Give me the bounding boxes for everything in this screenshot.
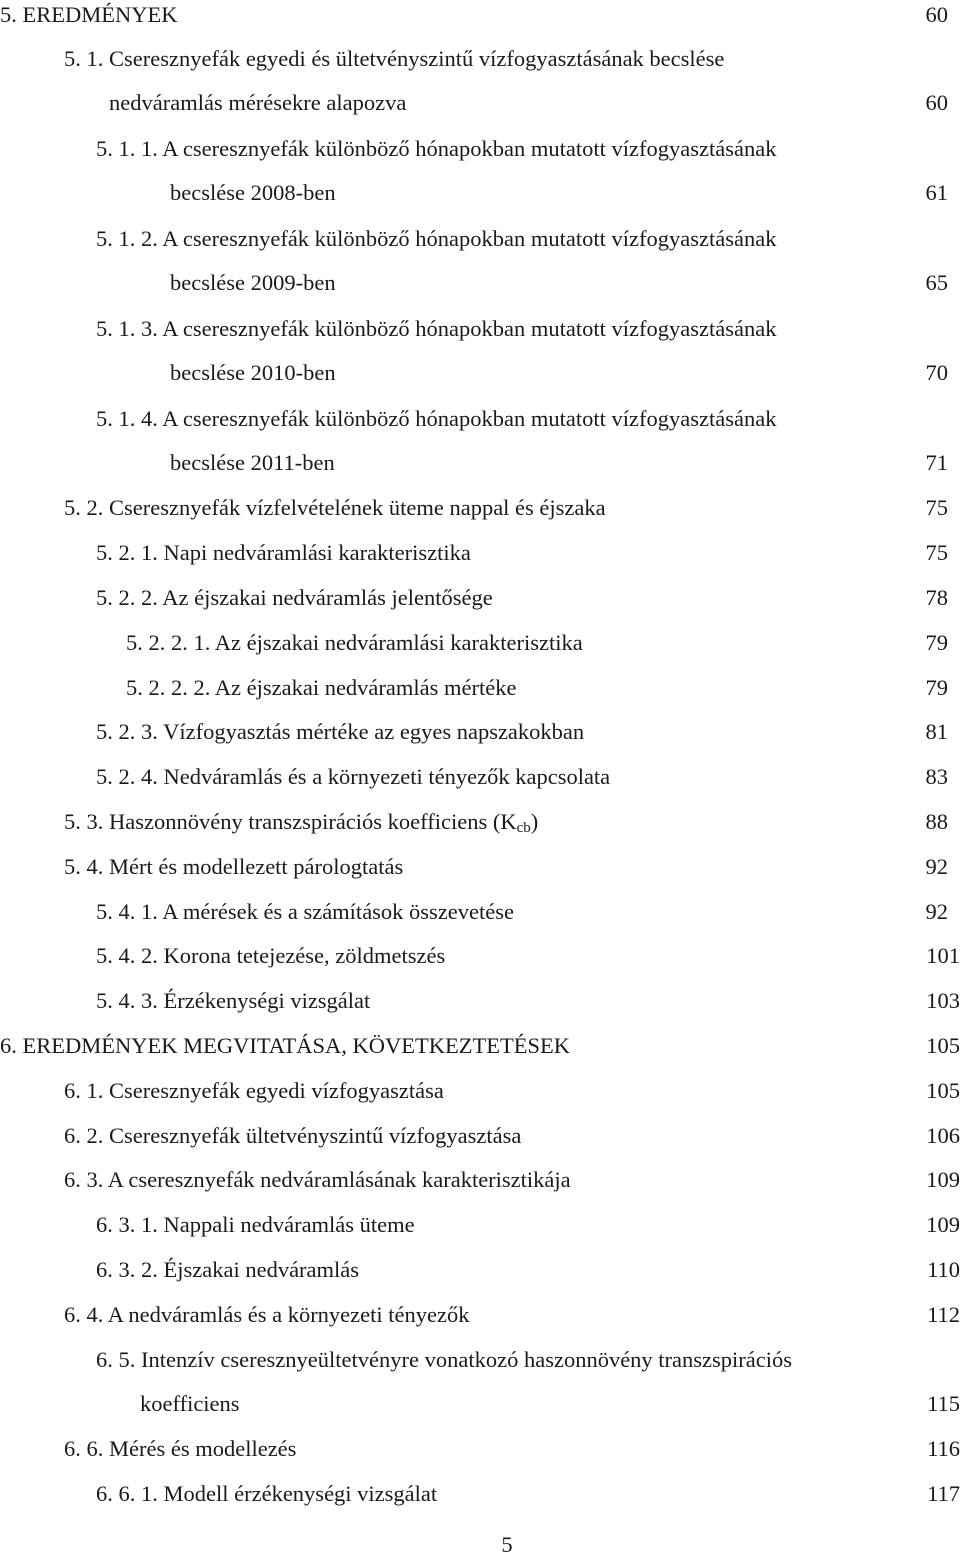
toc-entry-page: 110 <box>927 1257 960 1282</box>
toc-entry-title: 6. 6. 1. Modell érzékenységi vizsgálat <box>96 1481 438 1506</box>
toc-entry-title-continuation: becslése 2008-ben <box>170 180 336 205</box>
toc-entry-page: 117 <box>927 1481 960 1506</box>
toc-entry-page: 70 <box>925 360 948 385</box>
toc-entry <box>96 314 948 385</box>
toc-entry <box>64 807 948 837</box>
toc-entry <box>96 538 948 568</box>
toc-entry <box>96 1255 960 1285</box>
toc-entry-page: 109 <box>926 1167 960 1192</box>
toc-entry <box>96 897 948 927</box>
toc-entry <box>64 1076 960 1106</box>
toc-entry-page: 103 <box>926 988 960 1013</box>
toc-entry <box>96 1479 960 1509</box>
toc-entry <box>96 986 960 1016</box>
toc-entry <box>96 224 948 295</box>
toc-entry-title-suffix: ) <box>530 809 539 834</box>
toc-entry-page: 79 <box>925 675 948 700</box>
toc-entry-page: 75 <box>925 540 948 565</box>
toc-entry-page: 92 <box>925 899 948 924</box>
toc-entry-title-continuation: nedváramlás mérésekre alapozva <box>109 90 407 115</box>
toc-entry-title: 5. 2. Cseresznyefák vízfelvételének üteme nappal és éjszaka <box>64 495 606 520</box>
toc-entry-title: 5. 1. 2. A cseresznyefák különböző hónapokban mutatott vízfogyasztásának <box>96 226 777 251</box>
page-number: 5 <box>501 1532 513 1557</box>
toc-entry-page: 81 <box>925 719 948 744</box>
toc-entry-title: 6. 2. Cseresznyefák ültetvényszintű vízfogyasztása <box>64 1123 522 1148</box>
toc-entry <box>96 134 948 205</box>
toc-entry-page: 105 <box>926 1078 960 1103</box>
toc-entry-page: 71 <box>925 450 948 475</box>
toc-entry-title-continuation: becslése 2010-ben <box>170 360 336 385</box>
toc-entry <box>126 673 948 703</box>
toc-entry <box>96 1345 960 1416</box>
toc-entry-page: 105 <box>926 1033 960 1058</box>
toc-entry-page: 101 <box>926 943 960 968</box>
toc-entry <box>64 1300 960 1330</box>
toc-entry <box>64 44 948 115</box>
toc-entry <box>64 1165 960 1195</box>
toc-entry-page: 116 <box>927 1436 960 1461</box>
toc-entry <box>96 941 960 971</box>
toc-entry-title: 6. 3. A cseresznyefák nedváramlásának karakterisztikája <box>64 1167 571 1192</box>
toc-entry-page: 115 <box>927 1391 960 1416</box>
toc-entry-page: 75 <box>925 495 948 520</box>
toc-entry-page: 88 <box>925 809 948 834</box>
toc-entry-title: 5. 4. 2. Korona tetejezése, zöldmetszés <box>96 943 446 968</box>
toc-entry-title: 5. 1. 3. A cseresznyefák különböző hónapokban mutatott vízfogyasztásának <box>96 316 777 341</box>
toc-entry-title <box>64 807 538 843</box>
toc-entry <box>126 628 948 658</box>
toc-entry-page: 92 <box>925 854 948 879</box>
toc-entry-title: 5. 2. 2. Az éjszakai nedváramlás jelentősége <box>96 585 493 610</box>
toc-entry-title: 6. 5. Intenzív cseresznyeültetvényre vonatkozó haszonnövény transzspirációs <box>96 1347 793 1372</box>
toc-entry <box>64 493 948 523</box>
toc-entry-title: 5. 1. 4. A cseresznyefák különböző hónapokban mutatott vízfogyasztásának <box>96 406 777 431</box>
toc-entry <box>64 852 948 882</box>
toc-entry-page: 61 <box>925 180 948 205</box>
toc-entry-title: 6. 4. A nedváramlás és a környezeti tényezők <box>64 1302 470 1327</box>
toc-entry <box>96 762 948 792</box>
toc-entry-title: 6. 3. 1. Nappali nedváramlás üteme <box>96 1212 415 1237</box>
toc-entry-title: 5. 2. 2. 2. Az éjszakai nedváramlás mértéke <box>126 675 517 700</box>
toc-entry-page: 65 <box>925 270 948 295</box>
toc-entry <box>96 1210 960 1240</box>
toc-entry-title: 6. 3. 2. Éjszakai nedváramlás <box>96 1257 360 1282</box>
toc-entry-title: 5. 1. Cseresznyefák egyedi és ültetvényszintű vízfogyasztásának becslése <box>64 46 725 71</box>
toc-entry-title: 5. 2. 2. 1. Az éjszakai nedváramlási karakterisztika <box>126 630 583 655</box>
toc-entry-page: 78 <box>925 585 948 610</box>
toc-entry-title: 5. 2. 3. Vízfogyasztás mértéke az egyes napszakokban <box>96 719 585 744</box>
toc-entry <box>96 404 948 475</box>
toc-entry-title: 6. 1. Cseresznyefák egyedi vízfogyasztása <box>64 1078 444 1103</box>
toc-entry-title: 5. 2. 4. Nedváramlás és a környezeti tényezők kapcsolata <box>96 764 611 789</box>
toc-entry-page: 83 <box>925 764 948 789</box>
toc-entry <box>0 0 948 30</box>
toc-entry-title-continuation: koefficiens <box>140 1391 240 1416</box>
toc-entry-title-continuation: becslése 2011-ben <box>170 450 335 475</box>
toc-entry-title: 6. EREDMÉNYEK MEGVITATÁSA, KÖVETKEZTETÉSEK <box>0 1033 571 1058</box>
toc-entry-page: 112 <box>927 1302 960 1327</box>
toc-entry-page: 60 <box>925 2 948 27</box>
toc-entry-page: 106 <box>926 1123 960 1148</box>
toc-entry <box>96 583 948 613</box>
toc-entry <box>64 1121 960 1151</box>
toc-entry-page: 109 <box>926 1212 960 1237</box>
toc-entry-title-subscript: cb <box>516 820 531 836</box>
toc-entry-page: 60 <box>925 90 948 115</box>
toc-entry-title-continuation: becslése 2009-ben <box>170 270 336 295</box>
toc-entry <box>64 1434 960 1464</box>
toc-entry-page: 79 <box>925 630 948 655</box>
toc-entry <box>96 717 948 747</box>
toc-entry-title: 5. 4. 1. A mérések és a számítások összevetése <box>96 899 515 924</box>
toc-entry-title: 5. EREDMÉNYEK <box>0 2 178 27</box>
toc-entry-title: 5. 4. Mért és modellezett párologtatás <box>64 854 404 879</box>
toc-entry-title: 6. 6. Mérés és modellezés <box>64 1436 297 1461</box>
toc-entry-title: 5. 1. 1. A cseresznyefák különböző hónapokban mutatott vízfogyasztásának <box>96 136 777 161</box>
toc-entry-title: 5. 2. 1. Napi nedváramlási karakterisztika <box>96 540 471 565</box>
toc-entry-title: 5. 4. 3. Érzékenységi vizsgálat <box>96 988 371 1013</box>
toc-entry-title-text: 5. 3. Haszonnövény transzspirációs koefficiens (K <box>64 809 517 834</box>
toc-entry <box>0 1031 960 1061</box>
